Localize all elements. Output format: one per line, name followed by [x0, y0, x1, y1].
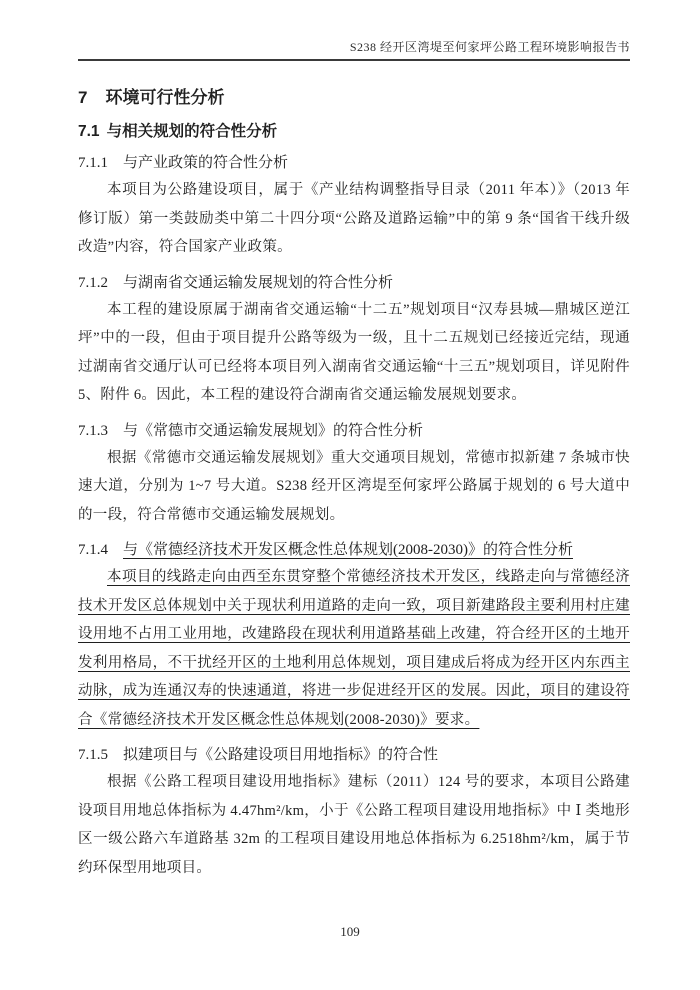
subsection-7-1-5 [78, 745, 630, 882]
subsection-heading [78, 421, 630, 441]
subsection-title: 与产业政策的符合性分析 [123, 155, 289, 171]
chapter-heading [78, 87, 630, 109]
subsection-number: 7.1.3 [78, 422, 108, 439]
subsection-7-1-1 [78, 153, 630, 262]
subsection-7-1-2 [78, 273, 630, 410]
page-number: 109 [340, 924, 360, 939]
subsection-title: 与《常德经济技术开发区概念性总体规划(2008-2030)》的符合性分析 [123, 542, 573, 558]
section-heading [78, 122, 630, 142]
subsection-heading [78, 540, 630, 560]
page-header [78, 0, 630, 55]
body-paragraph: 本项目的线路走向由西至东贯穿整个常德经济技术开发区，线路走向与常德经济技术开发区总体规划中关于现状利用道路的走向一致，项目新建路段主要利用村庄建设用地不占用工业用地，改建路段在现状利用道路基础上改建，符合经开区的土地开发利用格局，不干扰经开区的土地利用总体规划，项目建成后将成为经开区内东西主动脉，成为连通汉寿的快速通道，将进一步促进经开区的发展。因此，项目的建设符合《常德经济技术开发区概念性总体规划(2008-2030)》要求。 [78, 569, 630, 728]
section-title: 与相关规划的符合性分析 [106, 123, 278, 140]
header-rule [78, 59, 630, 61]
subsection-7-1-4 [78, 540, 630, 734]
subsection-title: 拟建项目与《公路建设项目用地指标》的符合性 [123, 747, 439, 763]
subsection-heading [78, 153, 630, 173]
subsection-number: 7.1.2 [78, 274, 108, 291]
subsection-heading [78, 273, 630, 293]
subsection-heading [78, 745, 630, 765]
header-title: S238 经开区湾堤至何家坪公路工程环境影响报告书 [349, 40, 630, 54]
subsection-number: 7.1.5 [78, 747, 108, 763]
section-number: 7.1 [78, 123, 100, 140]
body-paragraph: 本工程的建设原属于湖南省交通运输“十二五”规划项目“汉寿县城—鼎城区逆江坪”中的一段，但由于项目提升公路等级为一级，且十二五规划已经接近完结，现通过湖南省交通厅认可已经将本项目列入湖南省交通运输“十三五”规划项目，详见附件 5、附件 6。因此，本工程的建设符合湖南省交通运输发展规划要求。 [78, 301, 630, 403]
subsection-title: 与《常德市交通运输发展规划》的符合性分析 [123, 422, 424, 439]
subsection-number: 7.1.1 [78, 155, 108, 171]
chapter-title: 环境可行性分析 [105, 88, 225, 107]
chapter-number: 7 [78, 88, 88, 107]
subsection-title: 与湖南省交通运输发展规划的符合性分析 [123, 274, 394, 291]
body-paragraph: 本项目为公路建设项目，属于《产业结构调整指导目录（2011 年本）》（2013 年修订版）第一类鼓励类中第二十四分项“公路及道路运输”中的第 9 条“国省干线升级改造”内容，符合国家产业政策。 [78, 182, 630, 255]
subsection-7-1-3 [78, 421, 630, 530]
subsection-number: 7.1.4 [78, 542, 108, 558]
body-paragraph: 根据《常德市交通运输发展规划》重大交通项目规划，常德市拟新建 7 条城市快速大道，分别为 1~7 号大道。S238 经开区湾堤至何家坪公路属于规划的 6 号大道中的一段，符合常德市交通运输发展规划。 [78, 449, 630, 523]
body-paragraph: 根据《公路工程项目建设用地指标》建标（2011）124 号的要求，本项目公路建设项目用地总体指标为 4.47hm²/km，小于《公路工程项目建设用地指标》中 Ⅰ 类地形区一级公路六车道路基 32m 的工程项目建设用地总体指标为 6.2518hm²/km，属于节约环保型用地项目。 [78, 774, 630, 876]
